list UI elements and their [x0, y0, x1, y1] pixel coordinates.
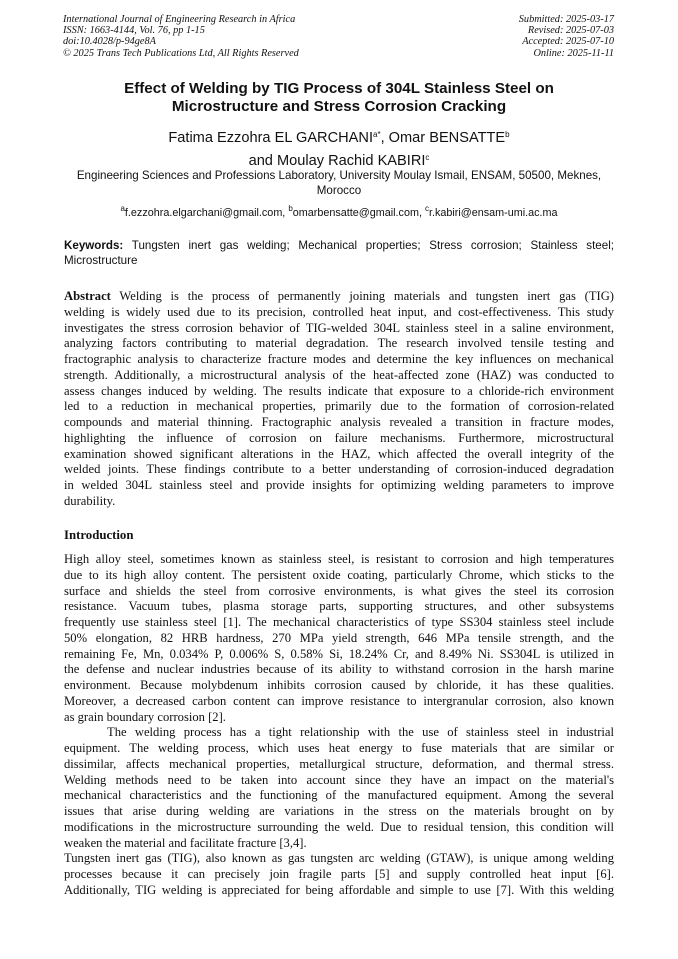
text-line: durability. — [64, 493, 116, 508]
online-date: Online: 2025-11-11 — [533, 47, 614, 59]
affiliation: Engineering Sciences and Professions Laboratory, University Moulay Ismail, ENSAM, 50500, Meknes, Morocco — [76, 169, 602, 197]
text-line: led to a reduction in mechanical properties, primarily due to the formation of corrosion-related — [64, 399, 614, 414]
text-line: modifications in the microstructure surrounding the weld. Due to residual tension, this condition will — [64, 819, 614, 834]
text-line: Tungsten inert gas (TIG), also known as gas tungsten arc welding (GTAW), is unique among welding — [64, 851, 614, 866]
title-line: Microstructure and Stress Corrosion Cracking — [171, 98, 507, 115]
text-line: Moreover, a decreased carbon content can improve resistance to intergranular corrosion, also known — [64, 693, 614, 708]
author-name: Moulay Rachid KABIRI — [276, 153, 426, 169]
paper-title — [0, 80, 678, 116]
text-line: environment. Because molybdenum inhibits corrosion caused by chloride, it has these qualities. — [64, 678, 614, 692]
abstract — [64, 289, 614, 510]
text-line: frequently use stainless steel [1]. The mechanical characteristics of type SS304 stainless steel include — [64, 615, 614, 629]
text-line: dissimilar, affects mechanical properties, metallurgical structure, deformation, and thermal stress. — [64, 756, 614, 771]
email-mark: c — [424, 204, 429, 213]
text-line: equipment. The welding process, which uses heat energy to fuse materials that are similar or — [64, 741, 614, 755]
text-line: resistance. Vacuum tubes, plasma storage parts, supporting structures, and other subsystems — [64, 599, 614, 614]
author-mark: c — [425, 153, 430, 162]
keywords — [64, 238, 614, 268]
keywords-label: Keywords: — [64, 239, 124, 252]
text-line: mechanical characteristics and the functioning of the manufactured equipment. Among the several — [64, 788, 614, 803]
author-mark: a* — [373, 130, 381, 139]
text-line: surface and shields the steel from corrosive environments, is what gives the steel its corrosion — [64, 583, 614, 598]
email-link[interactable]: omarbensatte@gmail.com, — [292, 207, 425, 219]
text-line: 50% elongation, 82 HRB hardness, 270 MPa yield strength, 646 MPa tensile strength, and the — [64, 630, 614, 645]
text-line: as grain boundary corrosion [2]. — [64, 709, 226, 724]
section-heading-introduction: Introduction — [64, 528, 134, 542]
text-line: the defense and nuclear industries because of its ability to withstand corrosion in the harsh marine — [64, 662, 614, 677]
text-line: highlighting the influence of corrosion on failure mechanisms. Furthermore, microstructural — [64, 430, 614, 445]
conjunction: and — [248, 153, 277, 169]
authors — [0, 125, 678, 171]
email-mark: a — [120, 204, 125, 213]
separator: , — [380, 130, 389, 146]
accepted-date: Accepted: 2025-07-10 — [522, 36, 614, 48]
text-line: compounds and material thinning. Fractographic analysis revealed a transition in fracture modes, — [64, 415, 614, 429]
abstract-label: Abstract — [64, 289, 111, 303]
email-link[interactable]: r.kabiri@ensam-umi.ac.ma — [428, 207, 558, 219]
text-line: Welding methods need to be taken into account since they have an impact on the material's — [64, 772, 614, 787]
author-name: Omar BENSATTE — [388, 130, 506, 146]
text-line: analyzing factors contributing to material degradation. The research involved tensile testing and — [64, 336, 614, 351]
revised-date: Revised: 2025-07-03 — [527, 25, 614, 37]
doi: doi:10.4028/p-94ge8A — [63, 36, 156, 48]
text-line: welding is widely used due to its precision, controlled heat input, and cost-effectiveness. This study — [64, 304, 614, 319]
text-line: strength. Additionally, a microstructural analysis of the heat-affected zone (HAZ) was conducted to — [64, 367, 614, 382]
submitted-date: Submitted: 2025-03-17 — [518, 14, 614, 25]
text-line: assess changes induced by welding. The results indicate that exposure to a chloride-rich environment — [64, 383, 614, 398]
author-mark: b — [505, 130, 510, 139]
text-line: examination showed significant alterations in the HAZ, which affected the overall integrity of the — [64, 446, 614, 461]
author-name: Fatima Ezzohra EL GARCHANI — [168, 130, 373, 146]
introduction-body — [64, 552, 614, 899]
text-line: The welding process has a tight relationship with the use of stainless steel in industrial — [107, 725, 614, 740]
text-line: processes because it can precisely join fragile parts [5] and supply controlled heat input [6]. — [64, 867, 614, 881]
email-mark: b — [288, 204, 293, 213]
journal-name: International Journal of Engineering Research in Africa — [63, 14, 296, 25]
emails — [0, 204, 678, 219]
text-line: issues that arise during welding are variations in the stress on the materials brought on by — [64, 804, 614, 818]
copyright: © 2025 Trans Tech Publications Ltd, All Rights Reserved — [63, 47, 299, 59]
text-line: in welded 304L stainless steel and provide insights for optimizing welding parameters to improve — [64, 478, 614, 492]
text-line: Additionally, TIG welding is appreciated for being affordable and simple to use [7]. With this welding — [64, 882, 614, 897]
dates-info — [519, 14, 614, 59]
journal-info — [63, 14, 299, 59]
email-link[interactable]: f.ezzohra.elgarchani@gmail.com, — [124, 207, 289, 219]
text-line: weaken the material and facilitate fracture [3,4]. — [64, 835, 307, 850]
text-line: High alloy steel, sometimes known as stainless steel, is resistant to corrosion and high temperatures — [64, 552, 614, 566]
title-line: Effect of Welding by TIG Process of 304L Stainless Steel on — [124, 80, 554, 97]
text-line: Abstract Welding is the process of permanently joining materials and tungsten inert gas (TIG) — [64, 289, 614, 303]
text-line: fractographic analysis to characterize fracture modes and determine the key influences on mechanical — [64, 352, 614, 366]
text-line: remaining Fe, Mn, 0.034% P, 0.006% S, 0.58% Si, 18.24% Cr, and 8.49% Ni. SS304L is utilized in — [64, 646, 614, 661]
keywords-text: Tungsten inert gas welding; Mechanical properties; Stress corrosion; Stainless steel; Microstructure — [64, 239, 614, 267]
issn-volume: ISSN: 1663-4144, Vol. 76, pp 1-15 — [63, 25, 205, 37]
text-line: investigates the stress corrosion behavior of TIG-welded 304L stainless steel in a saline environment, — [64, 320, 614, 335]
text-line: due to its high alloy content. The persistent oxide coating, particularly Chrome, which sticks to the — [64, 567, 614, 582]
text-line: welded joints. These findings contribute to a better understanding of corrosion-induced degradation — [64, 462, 614, 477]
